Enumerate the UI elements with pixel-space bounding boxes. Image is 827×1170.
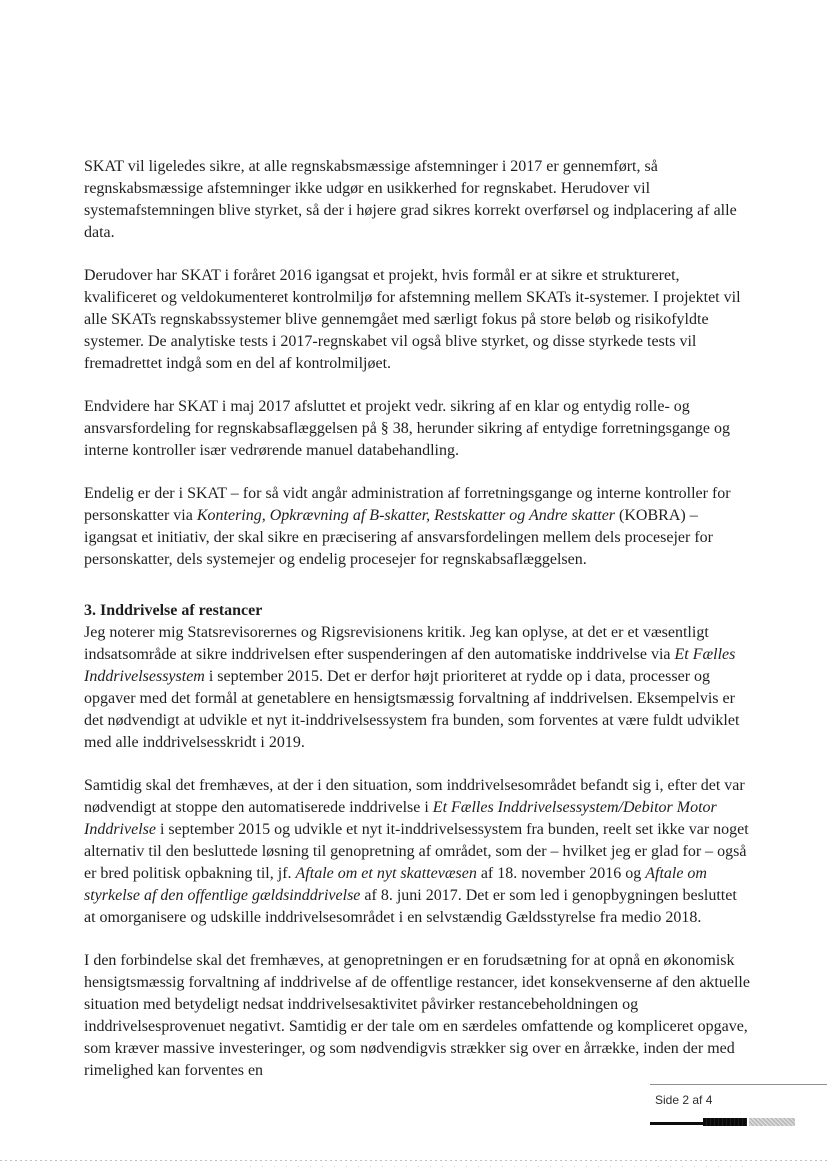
text-segment: af 8. juni 2017. Det er som led i genopbygningen besluttet at omorganisere og udskille inddrivelsesområdet i en selvstændig Gældsstyrelse fra medio 2018. xyxy=(84,887,737,926)
text-segment: 3. Inddrivelse af restancer xyxy=(84,602,263,619)
section-heading xyxy=(84,600,752,622)
redaction-bar-gray-block xyxy=(749,1118,795,1126)
page-number-indicator: Side 2 af 4 xyxy=(655,1093,713,1107)
italic-text-segment: Aftale om styrkelse af den offentlige gældsinddrivelse xyxy=(84,865,707,904)
scan-artifact-dotted-line-secondary xyxy=(250,1166,750,1167)
text-segment: i september 2015 og udvikle et nyt it-inddrivelsessystem fra bunden, reelt set ikke var noget alternativ til den besluttede løsning til genopretning af området, som der – hvilket jeg er glad for – også er bred politisk opbakning til, jf. xyxy=(84,821,749,882)
italic-text-segment: Aftale om et nyt skattevæsen xyxy=(295,865,477,882)
italic-text-segment: Et Fælles Inddrivelsessystem xyxy=(84,646,736,685)
text-segment: I den forbindelse skal det fremhæves, at genopretningen er en forudsætning for at opnå en økonomisk hensigtsmæssig forvaltning af inddrivelse af de offentlige restancer, idet konsekvenserne af den aktuelle situation med betydeligt nedsat inddrivelsesaktivitet påvirker restancebeholdningen og inddrivelsesprovenuet negativt. Samtidig er der tale om en særdeles omfattende og kompliceret opgave, som kræver massive investeringer, og som nødvendigvis strækker sig over en årrække, inden der med rimelighed kan forventes en xyxy=(84,952,750,1079)
document-body xyxy=(84,156,752,1103)
body-paragraph xyxy=(84,156,752,244)
text-segment: Jeg noterer mig Statsrevisorernes og Rigsrevisionens kritik. Jeg kan oplyse, at det er et væsentligt indsatsområde at sikre inddrivelsen efter suspenderingen af den automatiske inddrivelse via xyxy=(84,624,709,663)
text-segment: SKAT vil ligeledes sikre, at alle regnskabsmæssige afstemninger i 2017 er gennemført, så regnskabsmæssige afstemninger ikke udgør en usikkerhed for regnskabet. Herudover vil systemafstemningen blive styrket, så der i højere grad sikres korrekt overførsel og indplacering af alle data. xyxy=(84,158,737,241)
redaction-bar-black-block xyxy=(703,1118,747,1126)
redaction-bar xyxy=(650,1117,795,1127)
body-paragraph xyxy=(84,265,752,375)
body-paragraph xyxy=(84,775,752,929)
text-segment: Endelig er der i SKAT – for så vidt angår administration af forretningsgange og interne kontroller for personskatter via xyxy=(84,485,731,524)
scan-artifact-dotted-line xyxy=(0,1160,827,1161)
text-segment: af 18. november 2016 og xyxy=(476,865,646,882)
italic-text-segment: Et Fælles Inddrivelsessystem/Debitor Motor Inddrivelse xyxy=(84,799,717,838)
text-segment: Endvidere har SKAT i maj 2017 afsluttet et projekt vedr. sikring af en klar og entydig rolle- og ansvarsfordeling for regnskabsaflæggelsen på § 38, herunder sikring af entydige forretningsgange og interne kontroller især vedrørende manuel databehandling. xyxy=(84,398,731,459)
body-paragraph xyxy=(84,396,752,462)
body-paragraph xyxy=(84,622,752,754)
text-segment: (KOBRA) – igangsat et initiativ, der skal sikre en præcisering af ansvarsfordelingen mellem dels procesejer for personskatter, dels systemejer og endelig procesejer for regnskabsaflæggelsen. xyxy=(84,507,713,568)
footer-rule xyxy=(650,1084,827,1085)
italic-text-segment: Kontering, Opkrævning af B-skatter, Restskatter og Andre skatter xyxy=(196,507,616,524)
text-segment: i september 2015. Det er derfor højt prioriteret at rydde op i data, processer og opgaver med det formål at genetablere en hensigtsmæssig forvaltning af inddrivelsen. Eksempelvis er det nødvendigt at udvikle et nyt it-inddrivelsessystem fra bunden, som forventes at være fuldt udviklet med alle inddrivelsesskridt i 2019. xyxy=(84,668,740,751)
redaction-bar-thin-line xyxy=(650,1122,704,1125)
body-paragraph xyxy=(84,950,752,1082)
text-segment: Samtidig skal det fremhæves, at der i den situation, som inddrivelsesområdet befandt sig i, efter det var nødvendigt at stoppe den automatiserede inddrivelse i xyxy=(84,777,745,816)
body-paragraph xyxy=(84,483,752,571)
text-segment: Derudover har SKAT i foråret 2016 igangsat et projekt, hvis formål er at sikre et struktureret, kvalificeret og veldokumenteret kontrolmiljø for afstemning mellem SKATs it-systemer. I projektet vil alle SKATs regnskabssystemer blive gennemgået med særligt fokus på store beløb og risikofyldte systemer. De analytiske tests i 2017-regnskabet vil også blive styrket, og disse styrkede tests vil fremadrettet indgå som en del af kontrolmiljøet. xyxy=(84,267,741,372)
